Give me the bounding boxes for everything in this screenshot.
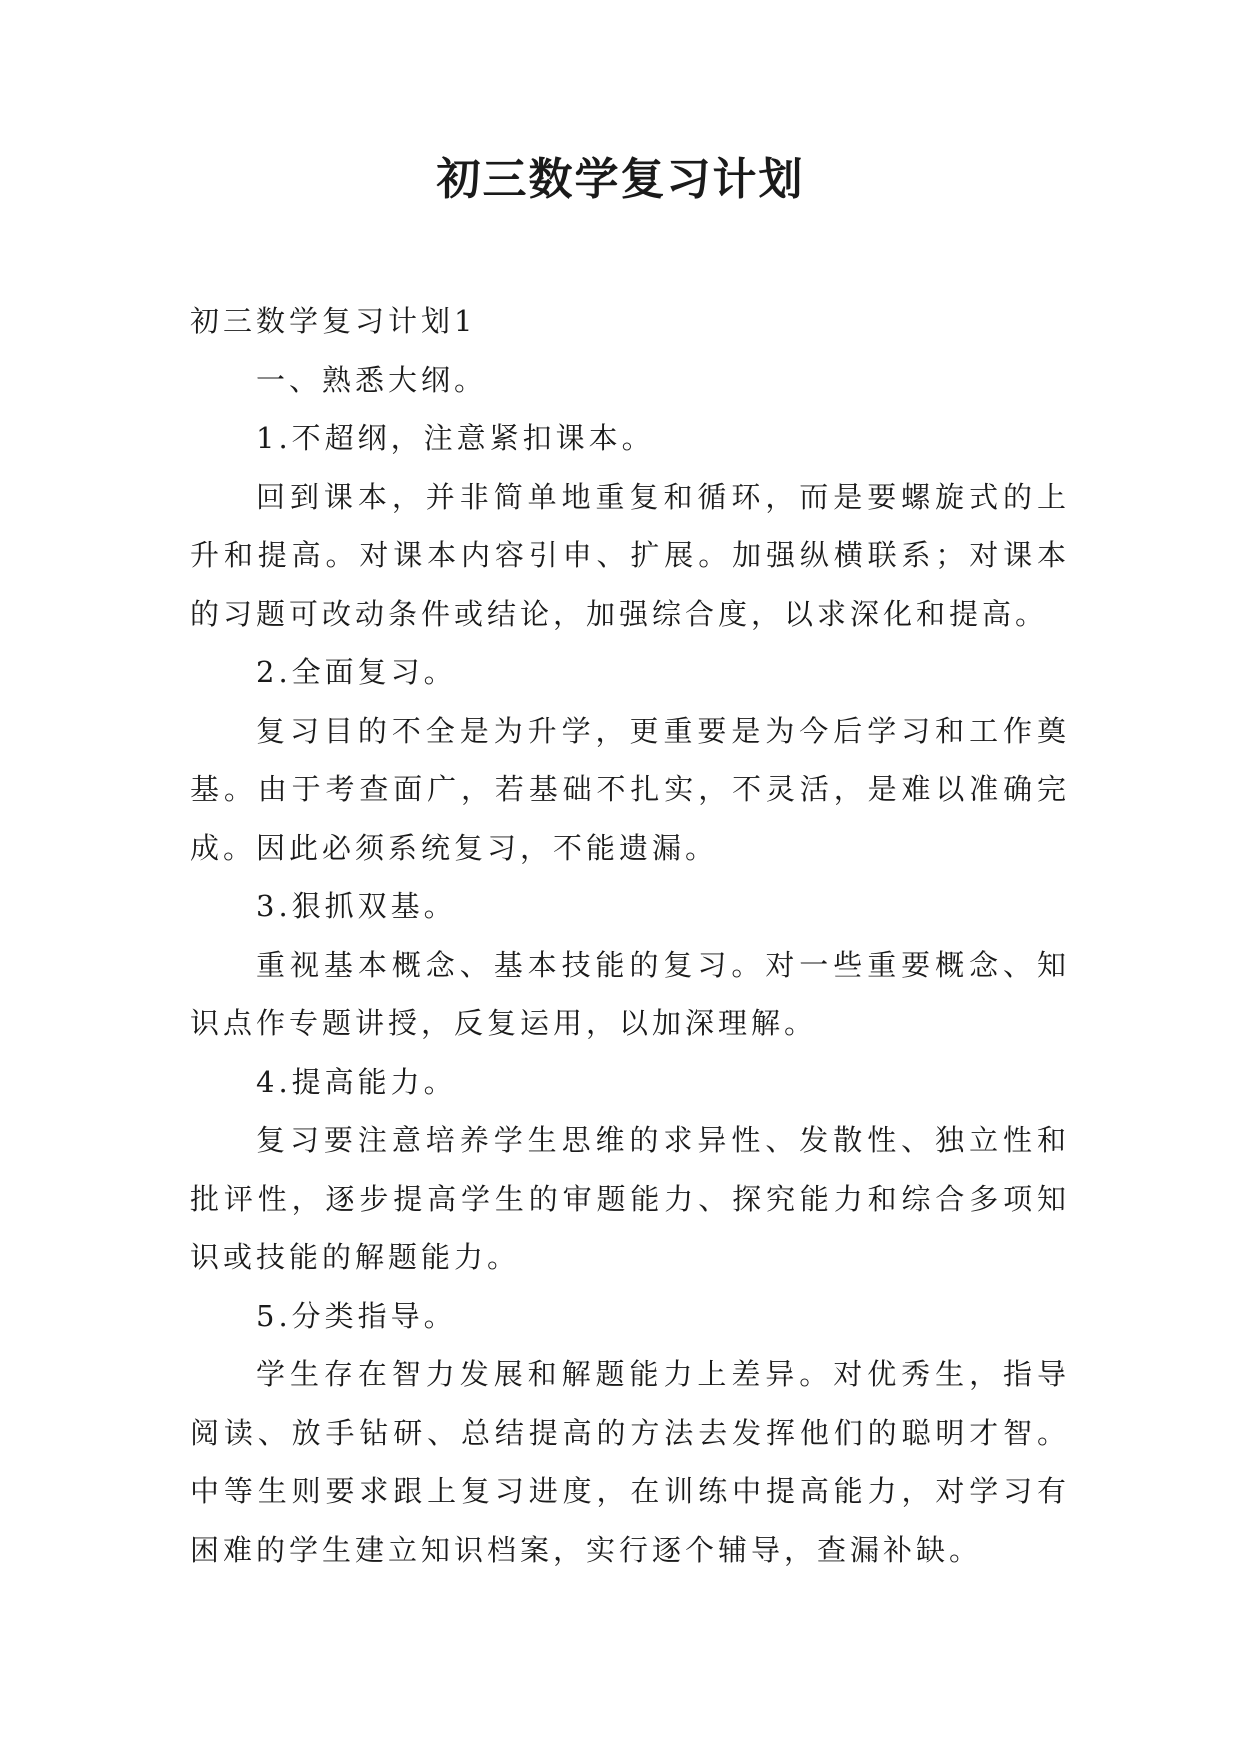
item-heading: 5.分类指导。 <box>256 1298 457 1333</box>
document-title: 初三数学复习计划 <box>436 154 805 205</box>
paragraph: 回到课本，并非简单地重复和循环，而是要螺旋式的上升和提高。对课本内容引申、扩展。加强纵横联系；对课本的习题可改动条件或结论，加强综合度，以求深化和提高。 <box>190 479 1070 631</box>
section-heading: 一、熟悉大纲。 <box>256 362 488 397</box>
paragraph: 初三数学复习计划1 <box>190 304 477 338</box>
item-heading: 1.不超纲，注意紧扣课本。 <box>256 421 655 455</box>
item-heading: 4.提高能力。 <box>256 1064 457 1099</box>
paragraph: 复习要注意培养学生思维的求异性、发散性、独立性和批评性，逐步提高学生的审题能力、探究能力和综合多项知识或技能的解题能力。 <box>190 1123 1070 1274</box>
paragraph: 重视基本概念、基本技能的复习。对一些重要概念、知识点作专题讲授，反复运用，以加深理解。 <box>190 947 1070 1040</box>
item-heading: 3.狠抓双基。 <box>256 889 457 923</box>
item-heading: 2.全面复习。 <box>256 655 457 689</box>
document-body <box>190 292 1070 1579</box>
paragraph: 复习目的不全是为升学，更重要是为今后学习和工作奠基。由于考查面广，若基础不扎实，不灵活，是难以准确完成。因此必须系统复习，不能遗漏。 <box>190 713 1070 865</box>
paragraph: 学生存在智力发展和解题能力上差异。对优秀生，指导阅读、放手钻研、总结提高的方法去发挥他们的聪明才智。中等生则要求跟上复习进度，在训练中提高能力，对学习有困难的学生建立知识档案，实行逐个辅导，查漏补缺。 <box>190 1357 1070 1567</box>
